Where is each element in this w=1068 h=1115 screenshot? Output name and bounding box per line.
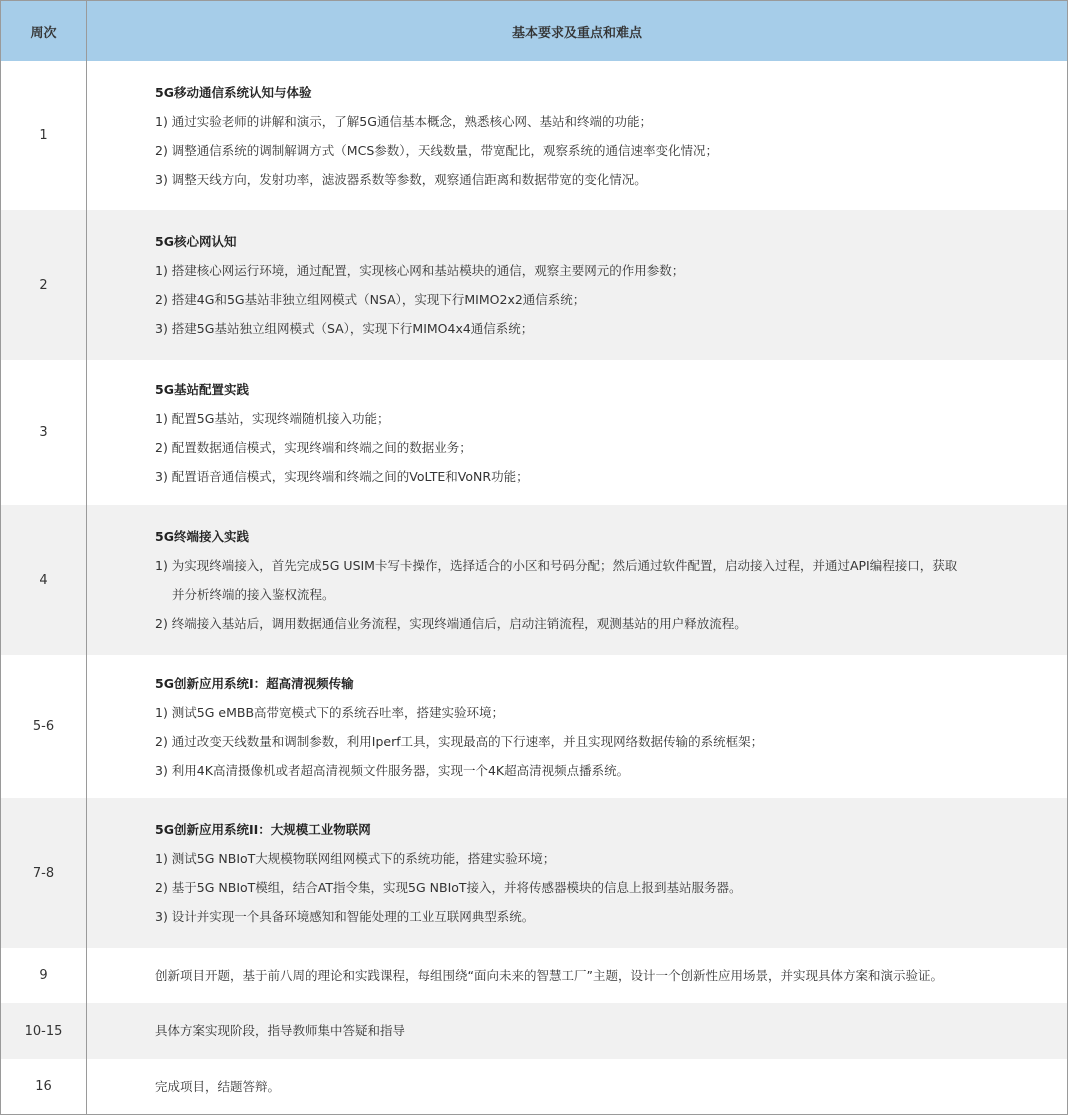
row-title: 5G创新应用系统II：大规模工业物联网 — [155, 822, 371, 837]
row-title: 5G移动通信系统认知与体验 — [155, 84, 312, 100]
row-item: 1) 测试5G eMBB高带宽模式下的系统吞吐率，搭建实验环境； — [155, 704, 505, 720]
row-item: 3) 配置语音通信模式，实现终端和终端之间的VoLTE和VoNR功能； — [155, 468, 529, 484]
table-row — [1, 210, 1067, 360]
row-title: 5G基站配置实践 — [155, 381, 249, 397]
row-item: 1) 通过实验老师的讲解和演示，了解5G通信基本概念，熟悉核心网、基站和终端的功能； — [155, 113, 652, 129]
row-text: 具体方案实现阶段，指导教师集中答疑和指导 — [155, 1023, 406, 1038]
table-header-row — [1, 1, 1067, 61]
row-content — [87, 798, 1067, 948]
row-content — [87, 1059, 1067, 1114]
row-item: 3) 设计并实现一个具备环境感知和智能处理的工业互联网典型系统。 — [155, 909, 535, 924]
row-item: 2) 终端接入基站后，调用数据通信业务流程，实现终端通信后，启动注销流程，观测基站的用户释放流程。 — [155, 616, 747, 631]
row-week: 1 — [1, 61, 87, 210]
row-title: 5G核心网认知 — [155, 234, 237, 249]
table-row — [1, 798, 1067, 948]
header-content: 基本要求及重点和难点 — [511, 25, 642, 41]
row-item: 1) 为实现终端接入，首先完成5G USIM卡写卡操作，选择适合的小区和号码分配；然后通过软件配置，启动接入过程，并通过API编程接口，获取 — [155, 558, 958, 573]
row-text: 创新项目开题，基于前八周的理论和实践课程，每组围绕“面向未来的智慧工厂”主题，设计一个创新性应用场景，并实现具体方案和演示验证。 — [155, 967, 943, 983]
table-row — [1, 360, 1067, 505]
row-item: 3) 利用4K高清摄像机或者超高清视频文件服务器，实现一个4K超高清视频点播系统。 — [155, 762, 630, 778]
row-item: 2) 通过改变天线数量和调制参数，利用Iperf工具，实现最高的下行速率，并且实现网络数据传输的系统框架； — [155, 733, 764, 749]
row-content — [87, 61, 1067, 210]
row-content — [87, 948, 1067, 1003]
row-item: 1) 配置5G基站，实现终端随机接入功能； — [155, 410, 390, 426]
row-item: 2) 调整通信系统的调制解调方式（MCS参数），天线数量，带宽配比，观察系统的通信速率变化情况； — [155, 142, 719, 158]
row-week: 4 — [1, 505, 87, 655]
table-row — [1, 948, 1067, 1003]
table-row — [1, 505, 1067, 655]
row-title: 5G终端接入实践 — [155, 529, 249, 544]
row-item: 3) 搭建5G基站独立组网模式（SA），实现下行MIMO4x4通信系统； — [155, 321, 534, 336]
row-item: 2) 搭建4G和5G基站非独立组网模式（NSA），实现下行MIMO2x2通信系统； — [155, 292, 586, 307]
row-content — [87, 360, 1067, 505]
header-week: 周次 — [1, 1, 87, 61]
row-item: 1) 测试5G NBIoT大规模物联网组网模式下的系统功能，搭建实验环境； — [155, 851, 556, 866]
row-week: 3 — [1, 360, 87, 505]
row-item: 3) 调整天线方向，发射功率，滤波器系数等参数，观察通信距离和数据带宽的变化情况。 — [155, 171, 647, 187]
row-item-continued: 并分析终端的接入鉴权流程。 — [172, 587, 335, 602]
row-week: 7-8 — [1, 798, 87, 948]
row-item: 2) 基于5G NBIoT模组，结合AT指令集，实现5G NBIoT接入，并将传感器模块的信息上报到基站服务器。 — [155, 880, 742, 895]
table-row — [1, 61, 1067, 210]
row-item: 1) 搭建核心网运行环境，通过配置，实现核心网和基站模块的通信，观察主要网元的作用参数； — [155, 263, 685, 278]
table-row — [1, 1059, 1067, 1114]
row-week: 2 — [1, 210, 87, 360]
row-week: 10-15 — [1, 1003, 87, 1059]
row-title: 5G创新应用系统I：超高清视频传输 — [155, 675, 354, 691]
row-week: 9 — [1, 948, 87, 1003]
table-row — [1, 655, 1067, 798]
row-week: 5-6 — [1, 655, 87, 798]
row-item: 2) 配置数据通信模式，实现终端和终端之间的数据业务； — [155, 439, 472, 455]
row-content — [87, 655, 1067, 798]
row-week: 16 — [1, 1059, 87, 1114]
row-content — [87, 505, 1067, 655]
row-text: 完成项目，结题答辩。 — [155, 1078, 281, 1094]
row-content — [87, 1003, 1067, 1059]
table-row — [1, 1003, 1067, 1059]
row-content — [87, 210, 1067, 360]
